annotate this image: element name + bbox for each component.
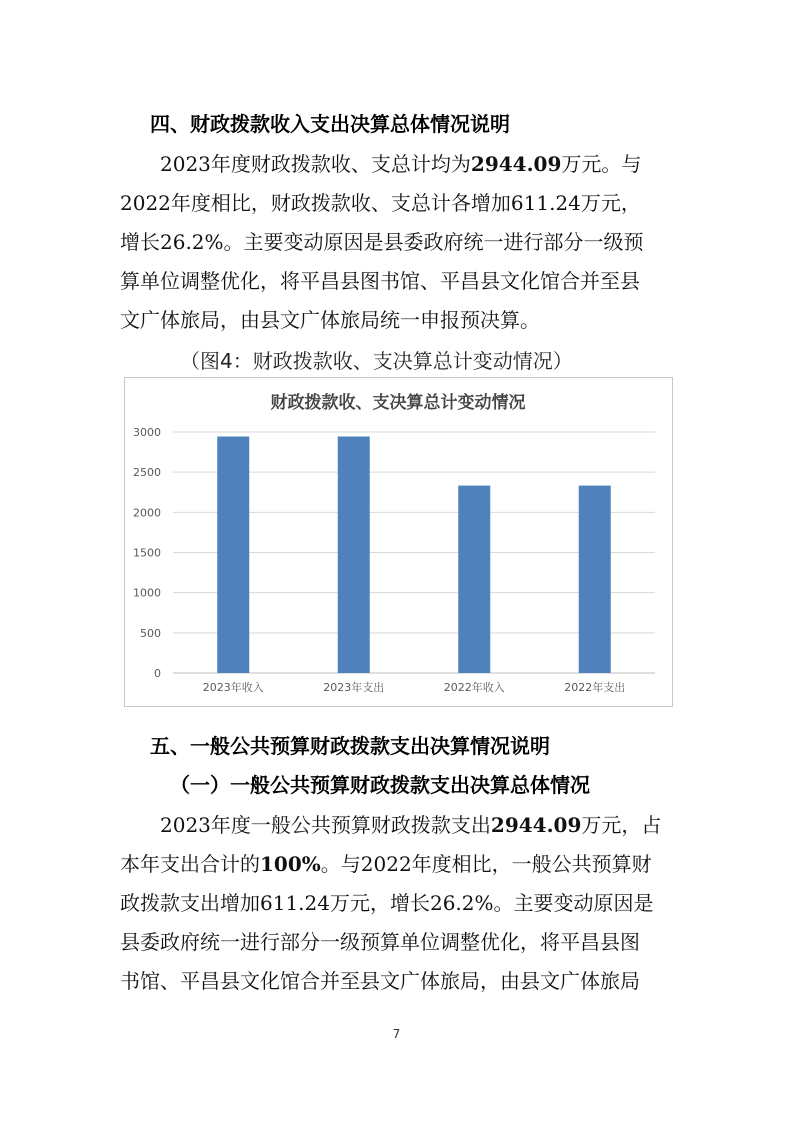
figure-caption: （图4：财政拨款收、支决算总计变动情况） <box>180 349 573 373</box>
bar <box>217 436 249 673</box>
bar <box>579 486 611 673</box>
y-tick-label: 2000 <box>133 506 161 520</box>
y-tick-label: 1500 <box>133 546 161 560</box>
section-5-paragraph <box>120 806 685 1001</box>
percentage-value: 100% <box>260 852 321 876</box>
section-4-paragraph <box>120 145 685 340</box>
x-tick-label: 2022年支出 <box>564 681 626 694</box>
bar-chart-canvas <box>125 378 672 706</box>
x-tick-label: 2023年收入 <box>202 681 264 694</box>
y-tick-label: 0 <box>154 667 161 680</box>
paragraph-line: 本年支出合计的100%。与2022年度相比，一般公共预算财 <box>120 852 652 876</box>
page-number: 7 <box>392 1027 401 1041</box>
paragraph-line: 算单位调整优化，将平昌县图书馆、平昌县文化馆合并至县 <box>120 269 640 293</box>
paragraph-line: 县委政府统一进行部分一级预算单位调整优化，将平昌县图 <box>120 930 640 954</box>
section-4-heading: 四、财政拨款收入支出决算总体情况说明 <box>150 112 510 136</box>
paragraph-line: 政拨款支出增加611.24万元，增长26.2%。主要变动原因是 <box>120 891 654 915</box>
expenditure-amount: 2944.09 <box>490 813 582 837</box>
paragraph-line: 2023年度财政拨款收、支总计均为2944.09万元。与 <box>160 152 642 176</box>
bar <box>458 486 490 673</box>
paragraph-line: 书馆、平昌县文化馆合并至县文广体旅局，由县文广体旅局 <box>120 969 640 993</box>
y-tick-label: 1000 <box>133 586 161 600</box>
chart-title: 财政拨款收、支决算总计变动情况 <box>270 393 526 413</box>
paragraph-line: 增长26.2%。主要变动原因是县委政府统一进行部分一级预 <box>120 230 644 254</box>
paragraph-line: 2022年度相比，财政拨款收、支总计各增加611.24万元， <box>120 191 641 215</box>
bar-chart <box>124 377 673 707</box>
paragraph-line: 文广体旅局，由县文广体旅局统一申报预决算。 <box>120 308 540 332</box>
y-tick-label: 500 <box>140 626 161 640</box>
chart-labels <box>133 426 625 694</box>
x-tick-label: 2022年收入 <box>443 681 505 694</box>
x-tick-label: 2023年支出 <box>323 681 385 694</box>
y-tick-label: 3000 <box>133 426 161 439</box>
section-5-heading: 五、一般公共预算财政拨款支出决算情况说明 <box>150 734 550 758</box>
total-amount: 2944.09 <box>470 152 562 176</box>
y-tick-label: 2500 <box>133 466 161 480</box>
bar <box>338 436 370 673</box>
paragraph-line: 2023年度一般公共预算财政拨款支出2944.09万元，占 <box>160 813 662 837</box>
section-5-subheading: （一）一般公共预算财政拨款支出决算总体情况 <box>170 773 590 797</box>
